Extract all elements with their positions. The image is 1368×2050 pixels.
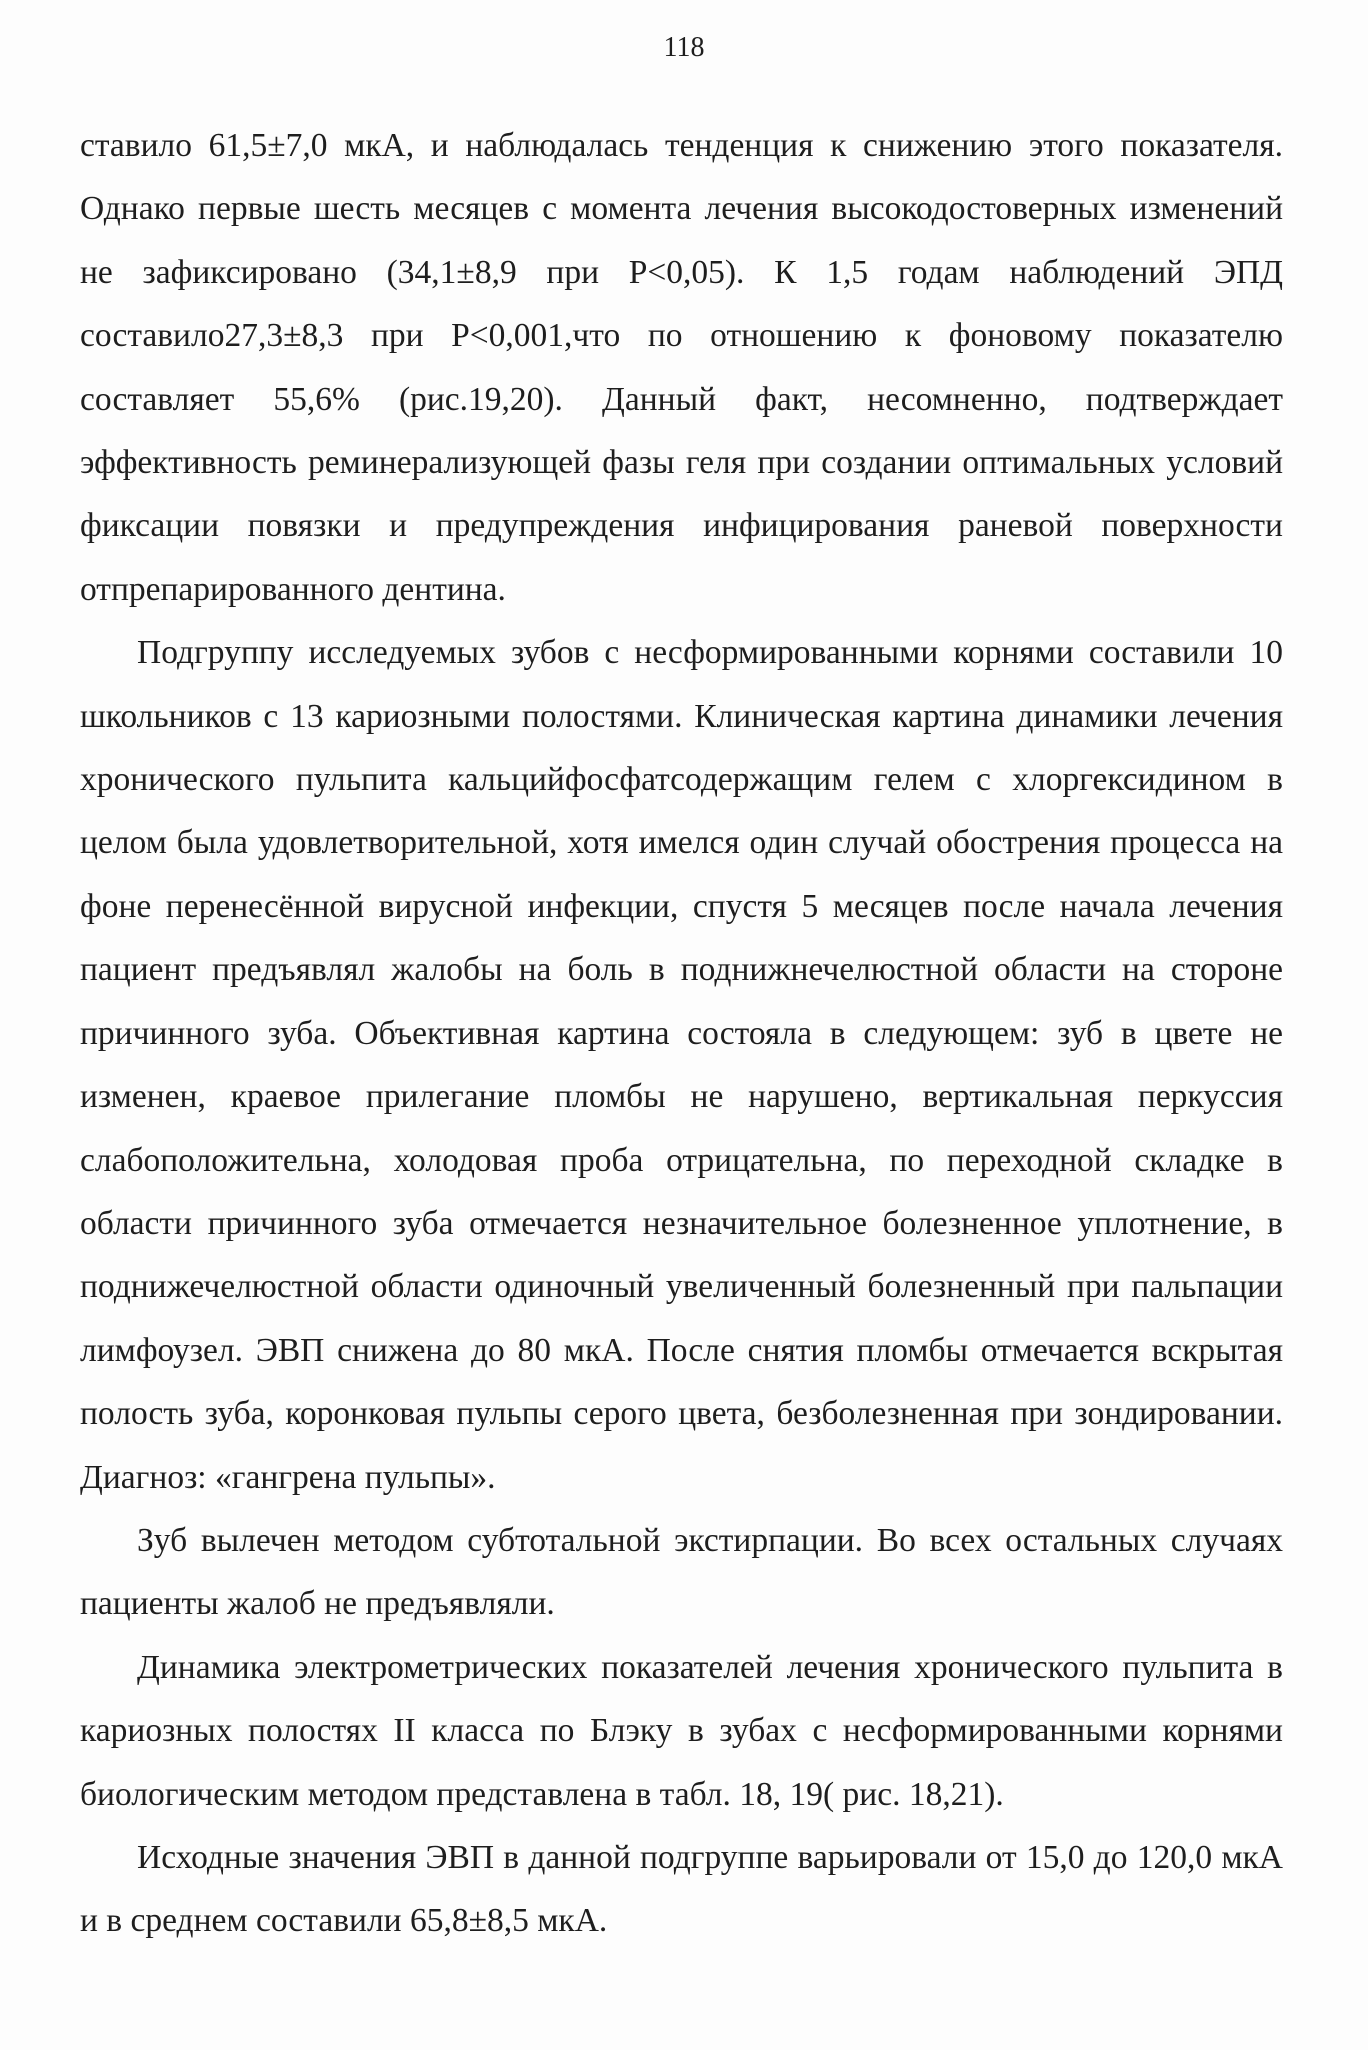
paragraph-continuation: ставило 61,5±7,0 мкА, и наблюдалась тенденция к снижению этого показателя. Однако первые шесть месяцев с момента лечения высокодостоверных изменений не зафиксировано (34,1±8,9 при Р<0,05). К 1,5 годам наблюдений ЭПД составило27,3±8,3 при Р<0,001,что по отношению к фоновому показателю составляет 55,6% (рис.19,20). Данный факт, несомненно, подтверждает эффективность реминерализующей фазы геля при создании оптимальных условий фиксации повязки и предупреждения инфицирования раневой поверхности отпрепарированного дентина. — [80, 127, 1283, 608]
paragraph-treatment: Зуб вылечен методом субтотальной экстирпации. Во всех остальных случаях пациенты жалоб не предъявляли. — [80, 1521, 1283, 1623]
paragraph-dynamics: Динамика электрометрических показателей лечения хронического пульпита в кариозных полостях II класса по Блэку в зубах с несформированными корнями биологическим методом представлена в табл. 18, 19( рис. 18,21). — [80, 1648, 1283, 1813]
paragraph-subgroup: Подгруппу исследуемых зубов с несформированными корнями составили 10 школьников с 13 кариозными полостями. Клиническая картина динамики лечения хронического пульпита кальцийфосфатсодержащим гелем с хлоргексидином в целом была удовлетворительной, хотя имелся один случай обострения процесса на фоне перенесённой вирусной инфекции, спустя 5 месяцев после начала лечения пациент предъявлял жалобы на боль в поднижнечелюстной области на стороне причинного зуба. Объективная картина состояла в следующем: зуб в цвете не изменен, краевое прилегание пломбы не нарушено, вертикальная перкуссия слабоположительна, холодовая проба отрицательна, по переходной складке в области причинного зуба отмечается незначительное болезненное уплотнение, в поднижечелюстной области одиночный увеличенный болезненный при пальпации лимфоузел. ЭВП снижена до 80 мкА. После снятия пломбы отмечается вскрытая полость зуба, коронковая пульпы серого цвета, безболезненная при зондировании. Диагноз: «гангрена пульпы». — [80, 634, 1283, 1496]
page-number: 118 — [663, 32, 705, 63]
paragraph-initial-values: Исходные значения ЭВП в данной подгруппе варьировали от 15,0 до 120,0 мкА и в среднем составили 65,8±8,5 мкА. — [80, 1838, 1283, 1940]
document-body — [80, 114, 1283, 1953]
